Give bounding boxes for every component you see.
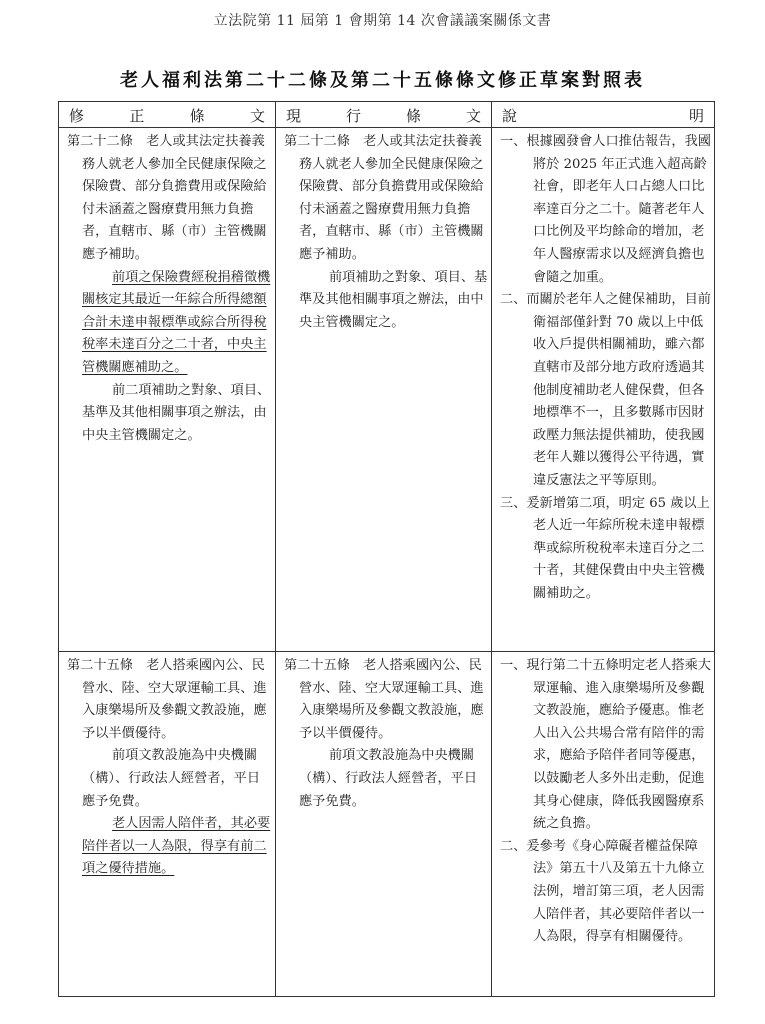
amended-text: 前項之保險費經稅捐稽徵機關核定其最近一年綜合所得總額合計未達申報標準或綜合所得稅稅率未達百分之二十者，中央主管機關應補助之。 [82,269,271,375]
table-header-row [59,102,715,128]
current-cell [276,652,492,997]
comparison-table [58,101,715,997]
proposed-cell [59,652,276,997]
note-item: 一、根據國發會人口推估報告，我國將於 2025 年正式進入超高齡社會，即老年人口占總人口比率達百分之二十。隨著老年人口比例及平均餘命的增加，老年人醫療需求以及經濟負擔也會隨之加重。 [500,134,711,285]
article-text: 第二十二條 老人或其法定扶養義務人就老人參加全民健康保險之保險費、部分負擔費用或保險給付未涵蓋之醫療費用無力負擔者，直轄市、縣（市）主管機關應予補助。 [67,134,267,262]
paragraph-text [67,267,272,380]
article-text: 第二十五條 老人搭乘國內公、民營水、陸、空大眾運輸工具、進入康樂場所及參觀文教設施，應予以半價優待。 [284,658,484,741]
document-header: 立法院第 11 屆第 1 會期第 14 次會議議案關係文書 [213,13,552,29]
note-item: 二、爰參考《身心障礙者權益保障法》第五十八及第五十九條立法例，增訂第三項，老人因需人陪伴者，其必要陪伴者以一人為限，得享有相關優待。 [500,838,705,945]
note-item: 二、而關於老年人之健保補助，目前衛福部僅針對 70 歲以上中低收入戶提供相關補助，雖六都直轄市及部分地方政府透過其他制度補助老人健保費，但各地標準不一，且多數縣市因財政壓力無法提供補助，使我國老年人難以獲得公平待遇，實違反憲法之平等原則。 [500,292,711,488]
paragraph-text: 前項文教設施為中央機關（構）、行政法人經營者，平日應予免費。 [299,748,478,809]
amended-text: 老人因需人陪伴者，其必要陪伴者以一人為限，得享有前二項之優待措施。 [82,816,271,877]
article-text: 第二十五條 老人搭乘國內公、民營水、陸、空大眾運輸工具、進入康樂場所及參觀文教設施，應予以半價優待。 [67,658,267,741]
table-row [59,128,715,652]
paragraph-text: 前二項補助之對象、項目、基準及其他相關事項之辦法，由中央主管機關定之。 [82,382,271,443]
column-header-proposed: 修 正 條 文 [59,102,276,128]
article-text: 第二十二條 老人或其法定扶養義務人就老人參加全民健康保險之保險費、部分負擔費用或保險給付未涵蓋之醫療費用無力負擔者，直轄市、縣（市）主管機關應予補助。 [284,134,484,262]
note-item: 一、現行第二十五條明定老人搭乘大眾運輸、進入康樂場所及參觀文教設施，應給予優惠。惟老人出入公共場合常有陪伴的需求，應給予陪伴者同等優惠，以鼓勵老人多外出走動，促進其身心健康，降低我國醫療系統之負擔。 [500,658,711,832]
column-header-current: 現 行 條 文 [276,102,492,128]
column-header-explanation: 說 明 [492,102,715,128]
proposed-cell [59,128,276,652]
explanation-cell [492,128,715,652]
paragraph-text: 前項文教設施為中央機關（構）、行政法人經營者，平日應予免費。 [82,748,261,809]
paragraph-text [67,813,272,881]
current-cell [276,128,492,652]
page-title: 老人福利法第二十二條及第二十五條條文修正草案對照表 [120,70,645,91]
paragraph-text: 前項補助之對象、項目、基準及其他相關事項之辦法，由中央主管機關定之。 [299,269,488,330]
table-row [59,652,715,997]
note-item: 三、爰新增第二項，明定 65 歲以上老人近一年綜所稅未達申報標準或綜所稅稅率未達百分之二十者，其健保費由中央主管機關補助之。 [500,495,710,601]
explanation-cell [492,652,715,997]
